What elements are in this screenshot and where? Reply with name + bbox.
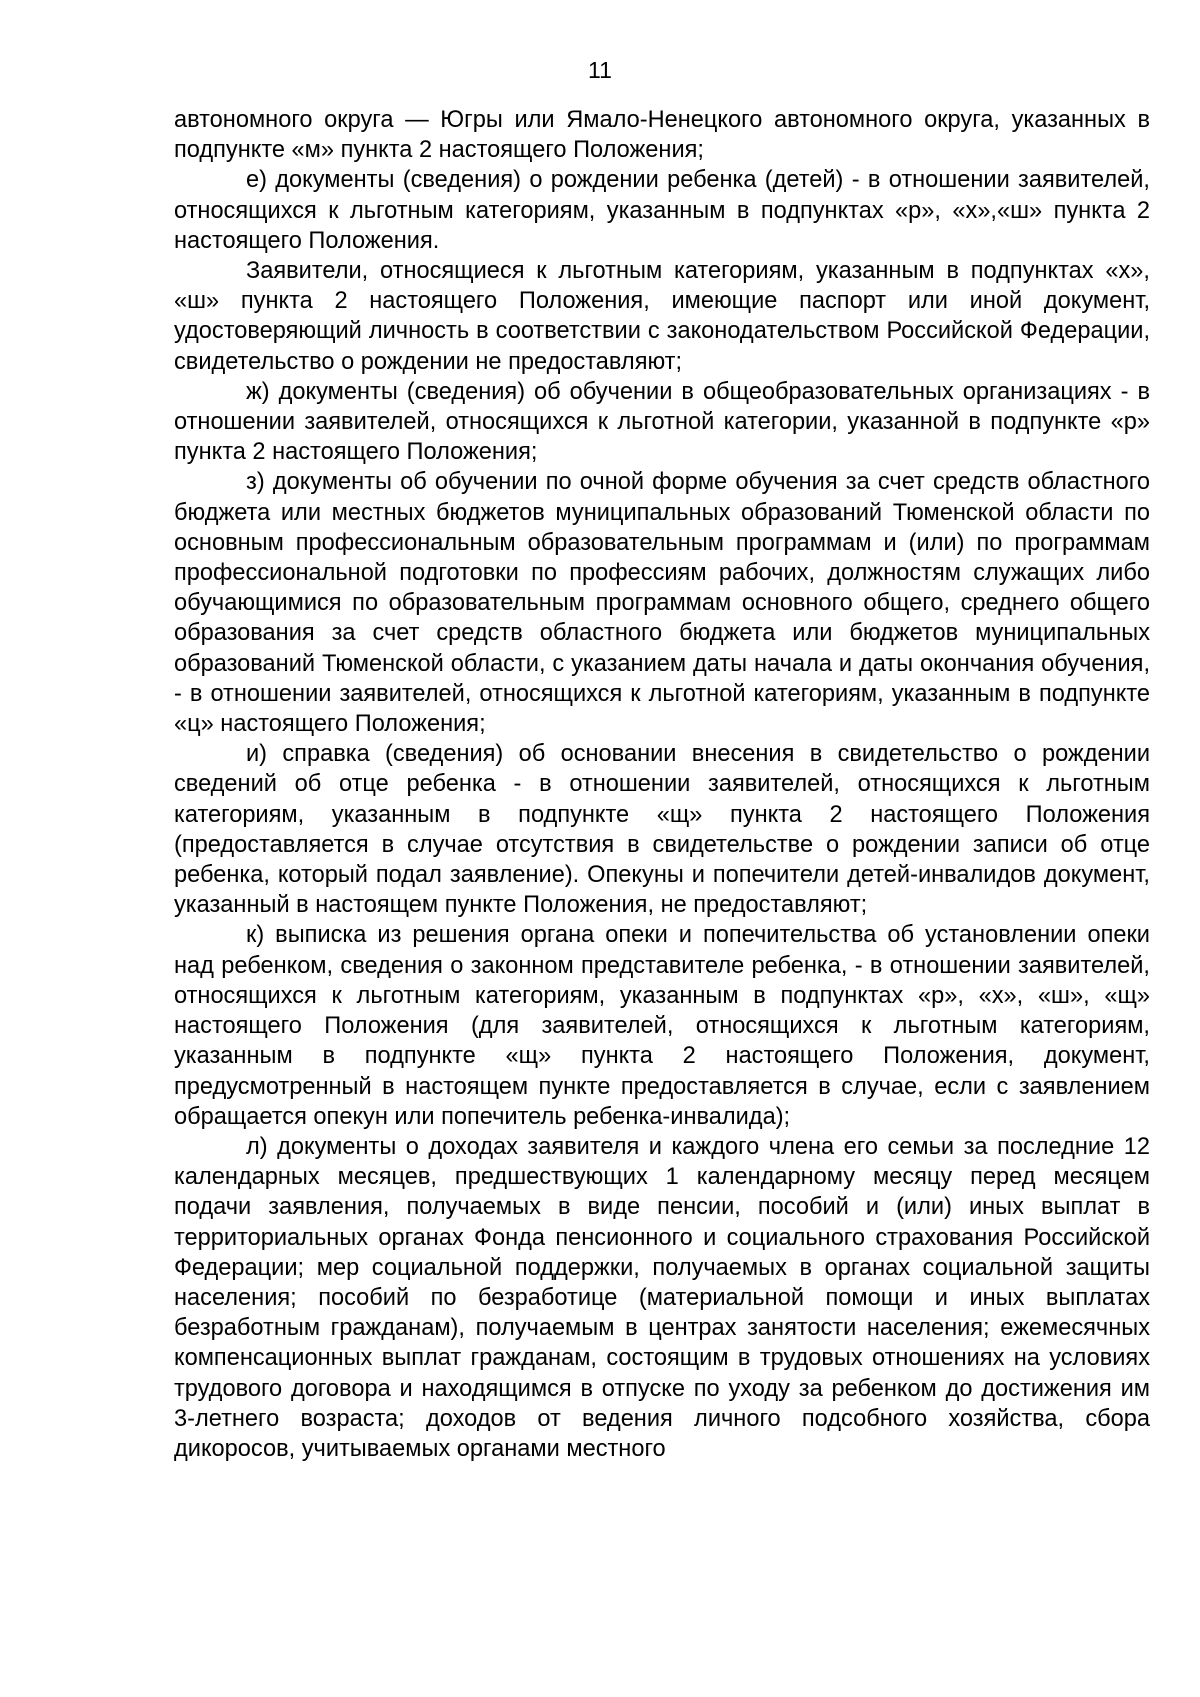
paragraph-item-i: и) справка (сведения) об основании внесения в свидетельство о рождении сведений об отце ребенка - в отношении заявителей, относящихся к льготным категориям, указанным в подпункте «щ» пункта 2 настоящего Положения (предоставляется в случае отсутствия в свидетельстве о рождении записи об отце ребенка, который подал заявление). Опекуны и попечители детей-инвалидов документ, указанный в настоящем пункте Положения, не предоставляют; bbox=[174, 741, 1150, 919]
paragraph-continuation: автономного округа — Югры или Ямало-Ненецкого автономного округа, указанных в подпункте «м» пункта 2 настоящего Положения; bbox=[174, 107, 1150, 164]
document-body bbox=[174, 105, 1150, 1464]
paragraph-item-z: з) документы об обучении по очной форме обучения за счет средств областного бюджета или местных бюджетов муниципальных образований Тюменской области по основным профессиональным образовательным программам и (или) по программам профессиональной подготовки по профессиям рабочих, должностям служащих либо обучающимися по образовательным программам основного общего, среднего общего образования за счет средств областного бюджета или бюджетов муниципальных образований Тюменской области, с указанием даты начала и даты окончания обучения, - в отношении заявителей, относящихся к льготной категориям, указанным в подпункте «ц» настоящего Положения; bbox=[174, 469, 1150, 738]
paragraph-applicants-note: Заявители, относящиеся к льготным категориям, указанным в подпунктах «х», «ш» пункта 2 настоящего Положения, имеющие паспорт или иной документ, удостоверяющий личность в соответствии с законодательством Российской Федерации, свидетельство о рождении не предоставляют; bbox=[174, 258, 1150, 375]
paragraph-item-e: е) документы (сведения) о рождении ребенка (детей) - в отношении заявителей, относящихся к льготным категориям, указанным в подпунктах «р», «х»,«ш» пункта 2 настоящего Положения. bbox=[174, 167, 1150, 254]
page-number: 11 bbox=[588, 57, 612, 83]
paragraph-item-l: л) документы о доходах заявителя и каждого члена его семьи за последние 12 календарных месяцев, предшествующих 1 календарному месяцу перед месяцем подачи заявления, получаемых в виде пенсии, пособий и (или) иных выплат в территориальных органах Фонда пенсионного и социального страхования Российской Федерации; мер социальной поддержки, получаемых в органах социальной защиты населения; пособий по безработице (материальной помощи и иных выплатах безработным гражданам), получаемым в центрах занятости населения; ежемесячных компенсационных выплат гражданам, состоящим в трудовых отношениях на условиях трудового договора и находящимся в отпуске по уходу за ребенком до достижения им 3-летнего возраста; доходов от ведения личного подсобного хозяйства, сбора дикоросов, учитываемых органами местного bbox=[174, 1133, 1150, 1462]
paragraph-item-k: к) выписка из решения органа опеки и попечительства об установлении опеки над ребенком, сведения о законном представителе ребенка, - в отношении заявителей, относящихся к льготным категориям, указанным в подпунктах «р», «х», «ш», «щ» настоящего Положения (для заявителей, относящихся к льготным категориям, указанным в подпункте «щ» пункта 2 настоящего Положения, документ, предусмотренный в настоящем пункте предоставляется в случае, если с заявлением обращается опекун или попечитель ребенка-инвалида); bbox=[174, 922, 1150, 1130]
paragraph-item-zh: ж) документы (сведения) об обучении в общеобразовательных организациях - в отношении заявителей, относящихся к льготной категории, указанной в подпункте «р» пункта 2 настоящего Положения; bbox=[174, 378, 1150, 466]
